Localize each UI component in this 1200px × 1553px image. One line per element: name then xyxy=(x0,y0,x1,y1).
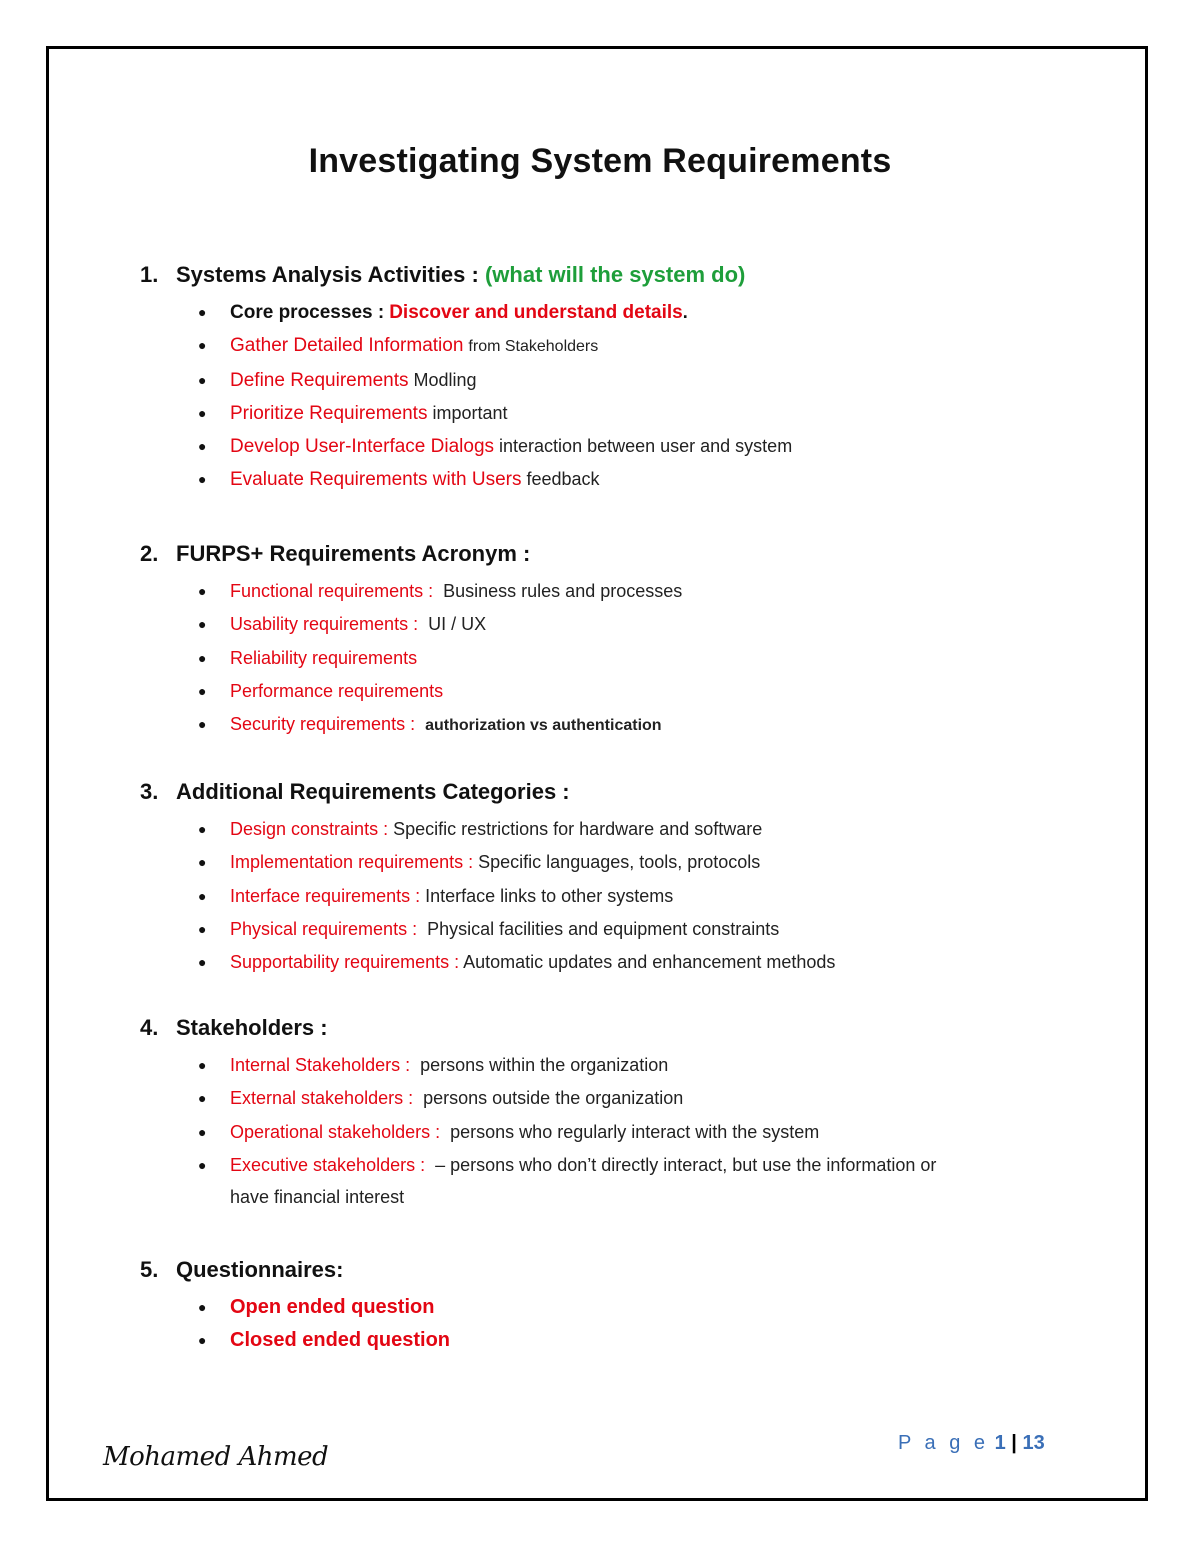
list-item: ● Evaluate Requirements with Users feedback xyxy=(140,463,1160,496)
section-stakeholders xyxy=(140,1013,1160,1212)
list-item: ● Supportability requirements : Automatic updates and enhancement methods xyxy=(140,946,1160,979)
bullet-icon: ● xyxy=(198,1156,207,1173)
list-item: ● Security requirements : authorization vs authentication xyxy=(140,708,1160,742)
bullet-icon: ● xyxy=(198,854,207,871)
bullet-icon: ● xyxy=(198,371,207,388)
list-item: ● Develop User-Interface Dialogs interaction between user and system xyxy=(140,430,1160,463)
bullet-icon: ● xyxy=(198,1057,207,1073)
heading-note: (what will the system do) xyxy=(484,262,746,287)
list-item: ● Physical requirements : Physical facilities and equipment constraints xyxy=(140,913,1160,946)
section-heading: 2. FURPS+ Requirements Acronym : xyxy=(140,541,531,566)
list-item: ● Gather Detailed Information from Stakeholders xyxy=(140,329,1160,363)
bullet-icon: ● xyxy=(198,716,207,733)
section-systems-analysis xyxy=(140,260,1160,497)
bullet-icon: ● xyxy=(198,616,207,633)
section-heading: 5. Questionnaires: xyxy=(140,1257,344,1282)
bullet-icon: ● xyxy=(198,887,207,904)
document-title: Investigating System Requirements xyxy=(308,142,892,180)
section-heading: 3. Additional Requirements Categories : xyxy=(140,779,570,804)
section-heading: 4. Stakeholders : xyxy=(140,1015,328,1040)
list-item: ● Implementation requirements : Specific languages, tools, protocols xyxy=(140,846,1160,879)
bullet-icon: ● xyxy=(198,649,207,666)
list-item: ● Performance requirements xyxy=(140,675,1160,708)
bullet-icon: ● xyxy=(198,471,207,488)
list-item: ● Reliability requirements xyxy=(140,642,1160,675)
list-item: ● External stakeholders : persons outside the organization xyxy=(140,1082,1160,1115)
section-heading: 1. Systems Analysis Activities : (what will the system do) xyxy=(140,262,746,287)
list-item: ● Operational stakeholders : persons who regularly interact with the system xyxy=(140,1116,1160,1149)
list-item: ● Open ended question xyxy=(140,1291,1160,1324)
list-item: ● Define Requirements Modling xyxy=(140,364,1160,397)
bullet-icon: ● xyxy=(198,304,207,320)
bullet-icon: ● xyxy=(198,1299,207,1315)
list-item: ● Prioritize Requirements important xyxy=(140,397,1160,430)
bullet-icon: ● xyxy=(198,1332,207,1349)
list-item: ● Closed ended question xyxy=(140,1324,1160,1357)
list-item: ● Functional requirements : Business rules and processes xyxy=(140,575,1160,608)
list-item: ● Interface requirements : Interface links to other systems xyxy=(140,880,1160,913)
bullet-icon: ● xyxy=(198,821,207,837)
list-item: ● Internal Stakeholders : persons within the organization xyxy=(140,1049,1160,1082)
section-furps xyxy=(140,539,1160,742)
author-signature: Mohamed Ahmed xyxy=(103,1442,329,1472)
bullet-icon: ● xyxy=(198,954,207,971)
bullet-icon: ● xyxy=(198,583,207,599)
bullet-icon: ● xyxy=(198,1123,207,1140)
bullet-icon: ● xyxy=(198,438,207,455)
list-item-continuation: have financial interest xyxy=(230,1187,405,1208)
bullet-icon: ● xyxy=(198,404,207,421)
list-item: ● Usability requirements : UI / UX xyxy=(140,608,1160,641)
section-additional-categories xyxy=(140,777,1160,979)
list-item: ● Executive stakeholders : – persons who don’t directly interact, but use the information or xyxy=(140,1149,1160,1182)
bullet-icon: ● xyxy=(198,1090,207,1107)
bullet-icon: ● xyxy=(198,682,207,699)
list-item: ● Core processes : Discover and understand details. xyxy=(140,296,1160,329)
bullet-icon: ● xyxy=(198,920,207,937)
section-questionnaires xyxy=(140,1255,1160,1358)
bullet-icon: ● xyxy=(198,337,207,354)
page-number: P a g e 1 | 13 xyxy=(898,1432,1045,1454)
list-item: ● Design constraints : Specific restrictions for hardware and software xyxy=(140,813,1160,846)
